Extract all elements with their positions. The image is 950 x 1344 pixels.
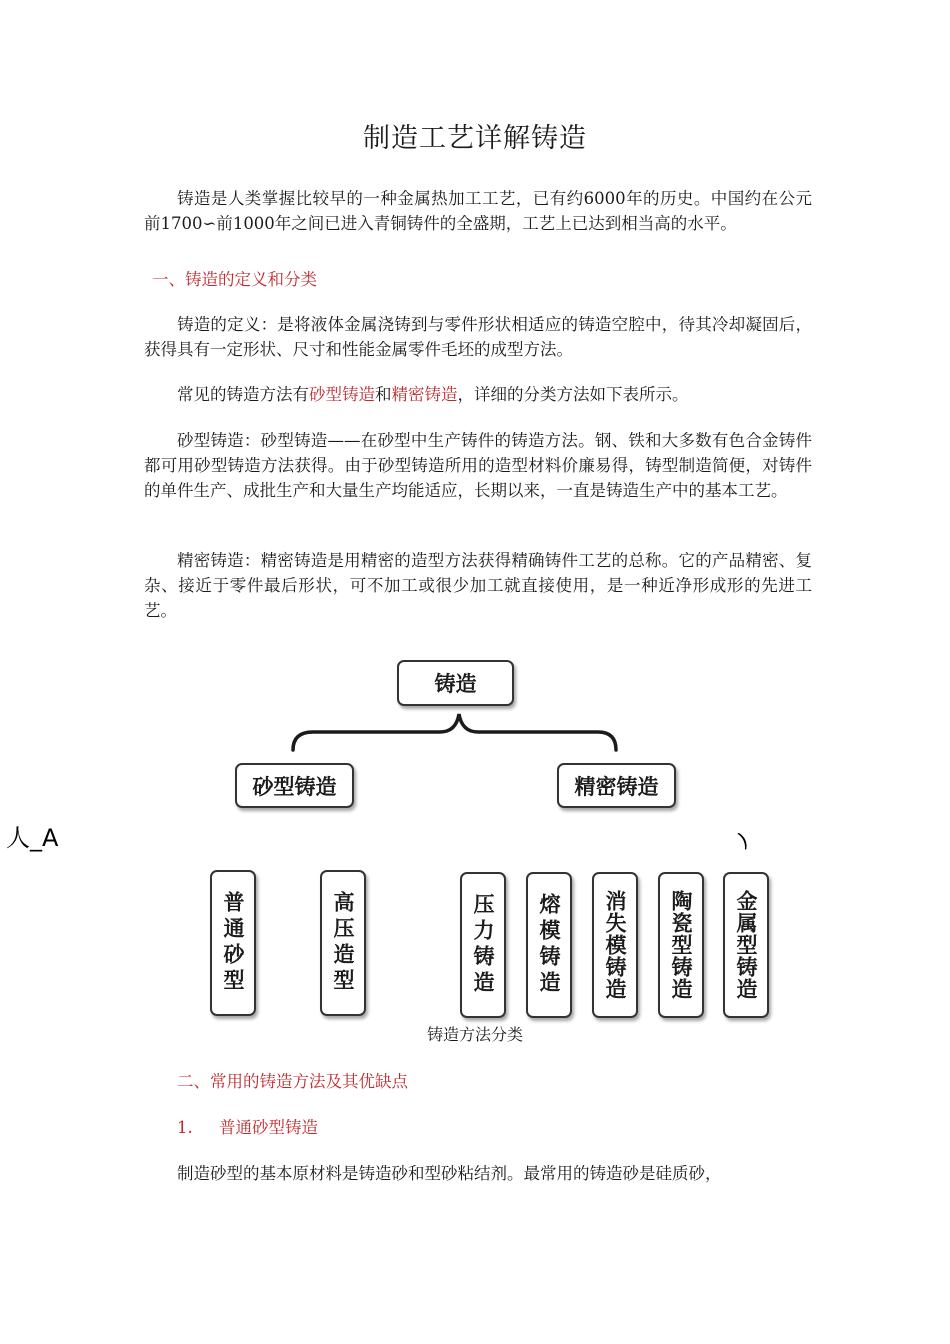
intro-paragraph: 铸造是人类掌握比较早的一种金属热加工工艺，已有约6000年的历史。中国约在公元前1700∽前1000年之间已进入青铜铸件的全盛期，工艺上已达到相当高的水平。 xyxy=(144,189,812,233)
diagram-leaf-die-casting: 压力铸造 xyxy=(460,872,506,1018)
subsection1-number: 1. xyxy=(177,1118,193,1137)
common-and: 和 xyxy=(375,385,392,404)
diagram-leaf-ordinary-sand: 普通砂型 xyxy=(210,870,256,1016)
subsection1-title: 普通砂型铸造 xyxy=(219,1118,318,1137)
precision-casting-highlight: 精密铸造 xyxy=(391,385,458,404)
diagram-root-box: 铸造 xyxy=(397,660,514,706)
diagram-leaf-metal-mold: 金属型铸造 xyxy=(723,872,769,1018)
diagram-leaf-investment: 熔模铸造 xyxy=(526,872,572,1018)
subsection1-heading xyxy=(177,1114,318,1138)
page-title: 制造工艺详解铸造 xyxy=(363,123,587,154)
diagram-branch-precision: 精密铸造 xyxy=(557,763,676,808)
stray-mark: ) xyxy=(734,827,752,853)
sand-casting-highlight: 砂型铸造 xyxy=(309,385,375,404)
common-after: ，详细的分类方法如下表所示。 xyxy=(457,385,689,404)
last-paragraph: 制造砂型的基本原材料是铸造砂和型砂粘结剂。最常用的铸造砂是硅质砂， xyxy=(177,1164,722,1183)
section1-heading: 一、铸造的定义和分类 xyxy=(152,270,317,289)
diagram-caption: 铸造方法分类 xyxy=(426,1025,523,1044)
diagram-branch-sand: 砂型铸造 xyxy=(235,763,354,808)
section2-heading: 二、常用的铸造方法及其优缺点 xyxy=(177,1072,408,1091)
definition-paragraph: 铸造的定义：是将液体金属浇铸到与零件形状相适应的铸造空腔中，待其冷却凝固后，获得具有一定形状、尺寸和性能金属零件毛坯的成型方法。 xyxy=(144,315,812,359)
diagram-leaf-ceramic: 陶瓷型铸造 xyxy=(658,872,704,1018)
stray-text: 人_A xyxy=(6,824,59,852)
diagram-leaf-lost-foam: 消失模铸造 xyxy=(592,872,638,1018)
diagram-leaf-high-pressure: 高压造型 xyxy=(320,870,366,1016)
precision-casting-paragraph: 精密铸造：精密铸造是用精密的造型方法获得精确铸件工艺的总称。它的产品精密、复杂、接近于零件最后形状，可不加工或很少加工就直接使用，是一种近净形成形的先进工艺。 xyxy=(144,551,812,620)
common-before: 常见的铸造方法有 xyxy=(177,385,309,404)
sand-casting-paragraph: 砂型铸造：砂型铸造——在砂型中生产铸件的铸造方法。钢、铁和大多数有色合金铸件都可用砂型铸造方法获得。由于砂型铸造所用的造型材料价廉易得，铸型制造简便，对铸件的单件生产、成批生产和大量生产均能适应，长期以来，一直是铸造生产中的基本工艺。 xyxy=(144,431,812,500)
